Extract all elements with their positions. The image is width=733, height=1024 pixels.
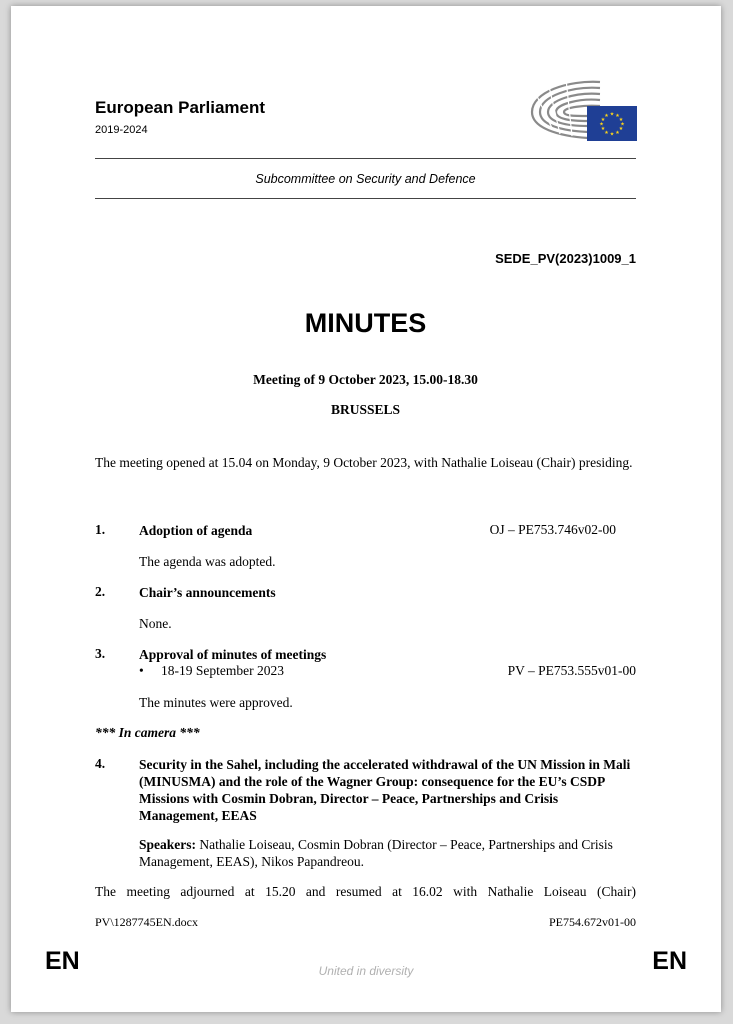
item-number: 4. xyxy=(95,756,106,771)
svg-text:★: ★ xyxy=(615,113,620,119)
item-heading: Chair’s announcements xyxy=(139,585,276,600)
svg-text:★: ★ xyxy=(604,113,609,119)
speakers-list: Nathalie Loiseau, Cosmin Dobran (Director – Peace, Partnerships and Crisis Management, EEAS), Nikos Papandreou. xyxy=(139,837,613,869)
meeting-date-time: Meeting of 9 October 2023, 15.00-18.30 xyxy=(253,372,478,387)
footer-filename: PV\1287745EN.docx xyxy=(95,915,198,929)
svg-text:★: ★ xyxy=(620,121,625,128)
committee-name: Subcommittee on Security and Defence xyxy=(255,172,476,186)
european-parliament-logo xyxy=(528,76,638,142)
item-reference: OJ – PE753.746v02-00 xyxy=(489,522,616,537)
item-body: None. xyxy=(139,616,172,631)
speakers-label: Speakers: xyxy=(139,837,196,852)
item-body: The minutes were approved. xyxy=(139,695,293,710)
svg-text:★: ★ xyxy=(615,130,620,136)
item-number: 2. xyxy=(95,584,106,599)
header-rule-top xyxy=(95,158,636,159)
svg-text:★: ★ xyxy=(618,126,624,132)
adjourned-paragraph: The meeting adjourned at 15.20 and resumed at 16.02 with Nathalie Loiseau (Chair) xyxy=(95,884,636,899)
document-page xyxy=(11,6,721,1012)
item-number: 3. xyxy=(95,646,106,661)
item-reference: PV – PE753.555v01-00 xyxy=(507,663,636,678)
language-code-right: EN xyxy=(652,947,687,975)
item-heading: Adoption of agenda xyxy=(139,523,253,538)
language-code-left: EN xyxy=(45,947,80,975)
svg-text:★: ★ xyxy=(609,111,615,118)
svg-text:★: ★ xyxy=(618,117,624,123)
opening-paragraph: The meeting opened at 15.04 on Monday, 9 October 2023, with Nathalie Loiseau (Chair) presiding. xyxy=(95,455,633,470)
item-body: The agenda was adopted. xyxy=(139,554,276,569)
bullet-icon: • xyxy=(139,663,144,678)
footer-doc-reference: PE754.672v01-00 xyxy=(549,915,636,929)
eu-motto: United in diversity xyxy=(318,964,414,978)
svg-text:★: ★ xyxy=(599,121,604,128)
svg-text:★: ★ xyxy=(600,117,606,123)
item-heading: Approval of minutes of meetings xyxy=(139,647,327,662)
page-title: MINUTES xyxy=(304,308,427,338)
speakers-paragraph xyxy=(139,836,633,870)
meeting-place: BRUSSELS xyxy=(330,402,401,417)
bullet-text: 18-19 September 2023 xyxy=(161,663,284,678)
svg-text:★: ★ xyxy=(600,126,606,132)
item-number: 1. xyxy=(95,522,106,537)
in-camera-marker: *** In camera *** xyxy=(95,725,200,740)
bullet-item xyxy=(139,663,284,679)
svg-text:★: ★ xyxy=(604,130,609,136)
header-rule-bottom xyxy=(95,198,636,199)
organization-name: European Parliament xyxy=(95,98,266,117)
item-heading: Security in the Sahel, including the accelerated withdrawal of the UN Mission in Mali (MINUSMA) and the role of the Wagner Group: consequence for the EU’s CSDP Missions with Cosmin Dobran, Director – Peace, Partnerships and Crisis Management, EEAS xyxy=(139,757,631,823)
parliamentary-term: 2019-2024 xyxy=(95,124,148,136)
svg-text:★: ★ xyxy=(609,131,615,138)
document-reference: SEDE_PV(2023)1009_1 xyxy=(495,251,636,266)
